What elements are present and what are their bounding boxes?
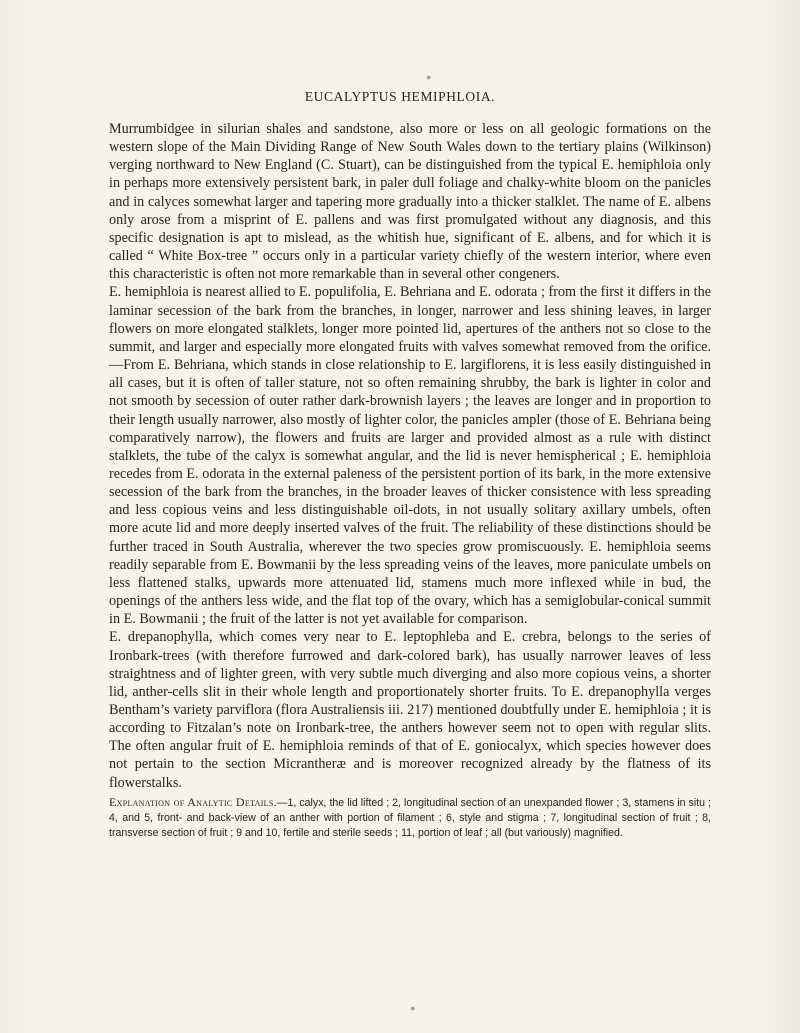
running-head: EUCALYPTUS HEMIPHLOIA. (304, 89, 496, 104)
explanation-heading: Explanation of Analytic Details. (109, 795, 277, 809)
paragraph-3: E. drepanophylla, which comes very near to E. leptophleba and E. crebra, belongs to the series of Ironbark-trees (with therefore furrowed and dark-colored bark), has usually narrower leaves of less straightness and of lighter green, with very subtle much diverging and also more copious veins, a shorter lid, anther-cells slit in their whole length and proportionately shorter fruits. To E. drepanophylla verges Bentham’s variety parviflora (flora Australiensis iii. 217) mentioned doubtfully under E. hemiphloia ; it is according to Fitzalan’s note on Ironbark-tree, the anthers however seem not to open with regular slits. The often angular fruit of E. hemiphloia reminds of that of E. goniocalyx, which species however does not pertain to the section Micrantheræ and is moreover recognized already by the flatness of its flowerstalks. (109, 629, 711, 791)
print-mark-top: ● (426, 72, 432, 82)
body-text (109, 120, 711, 792)
paragraph-2: E. hemiphloia is nearest allied to E. populifolia, E. Behriana and E. odorata ; from the first it differs in the laminar secession of the bark from the branches, in longer, narrower and less shining leaves, in larger flowers on more elongated stalklets, longer more pointed lid, apertures of the anthers not so close to the summit, and larger and especially more elongated fruits with valves somewhat removed from the orifice.—From E. Behriana, which stands in close relationship to E. largiflorens, it is less easily distinguished in all cases, but it is often of taller stature, not so often remaining shrubby, the bark is lighter in color and not smooth by secession of outer rather dark-brownish layers ; the leaves are longer and in proportion to their length usually narrower, also mostly of lighter color, the panicles ampler (those of E. Behriana being comparatively narrow), the flowers and fruits are larger and provided almost as a rule with distinct stalklets, the tube of the calyx is somewhat angular, and the lid is never hemispherical ; E. hemiphloia recedes from E. odorata in the external paleness of the persistent portion of its bark, in the more extensive secession of the bark from the branches, in the broader leaves of thicker consistence with less spreading and less copious veins and less distinguishable oil-dots, in not usually solitary axillary umbels, often more acute lid and more deeply inserted valves of the fruit. The reliability of these distinctions should be further traced in South Australia, wherever the two species grow promiscuously. E. hemiphloia seems readily separable from E. Bowmanii by the less spreading veins of the leaves, more paniculate umbels on less flattened stalks, upwards more attenuated lid, stamens much more inflexed while in bud, the openings of the anthers less wide, and the flat top of the ovary, which has a semiglobular-conical summit in E. Bowmanii ; the fruit of the latter is not yet available for comparison. (109, 284, 711, 628)
explanation-text: —1, calyx, the lid lifted ; 2, longitudinal section of an unexpanded flower ; 3, stamens in situ ; 4, and 5, front- and back-view of an anther with portion of filament ; 6, style and stigma ; 7, longitudinal section of fruit ; 8, transverse section of fruit ; 9 and 10, fertile and sterile seeds ; 11, portion of leaf ; all (but variously) magnified. (109, 797, 711, 839)
paragraph-1: Murrumbidgee in silurian shales and sandstone, also more or less on all geologic formations on the western slope of the Main Dividing Range of New South Wales down to the tertiary plains (Wilkinson) verging northward to New England (C. Stuart), can be distinguished from the typical E. hemiphloia only in perhaps more extensively persistent bark, in paler dull foliage and chalky-white bloom on the panicles and in calyces somewhat larger and tapering more gradually into a thicker stalklet. The name of E. albens only arose from a misprint of E. pallens and was first promulgated without any diagnosis, and this specific designation is apt to mislead, as the whitish hue, significant of E. albens, and for which it is called “ White Box-tree ” occurs only in a particular variety chiefly of the western interior, where even this characteristic is often not more remarkable than in several other congeners. (109, 121, 711, 283)
print-mark-bottom: ● (410, 1003, 416, 1013)
explanation-of-details (109, 795, 711, 841)
